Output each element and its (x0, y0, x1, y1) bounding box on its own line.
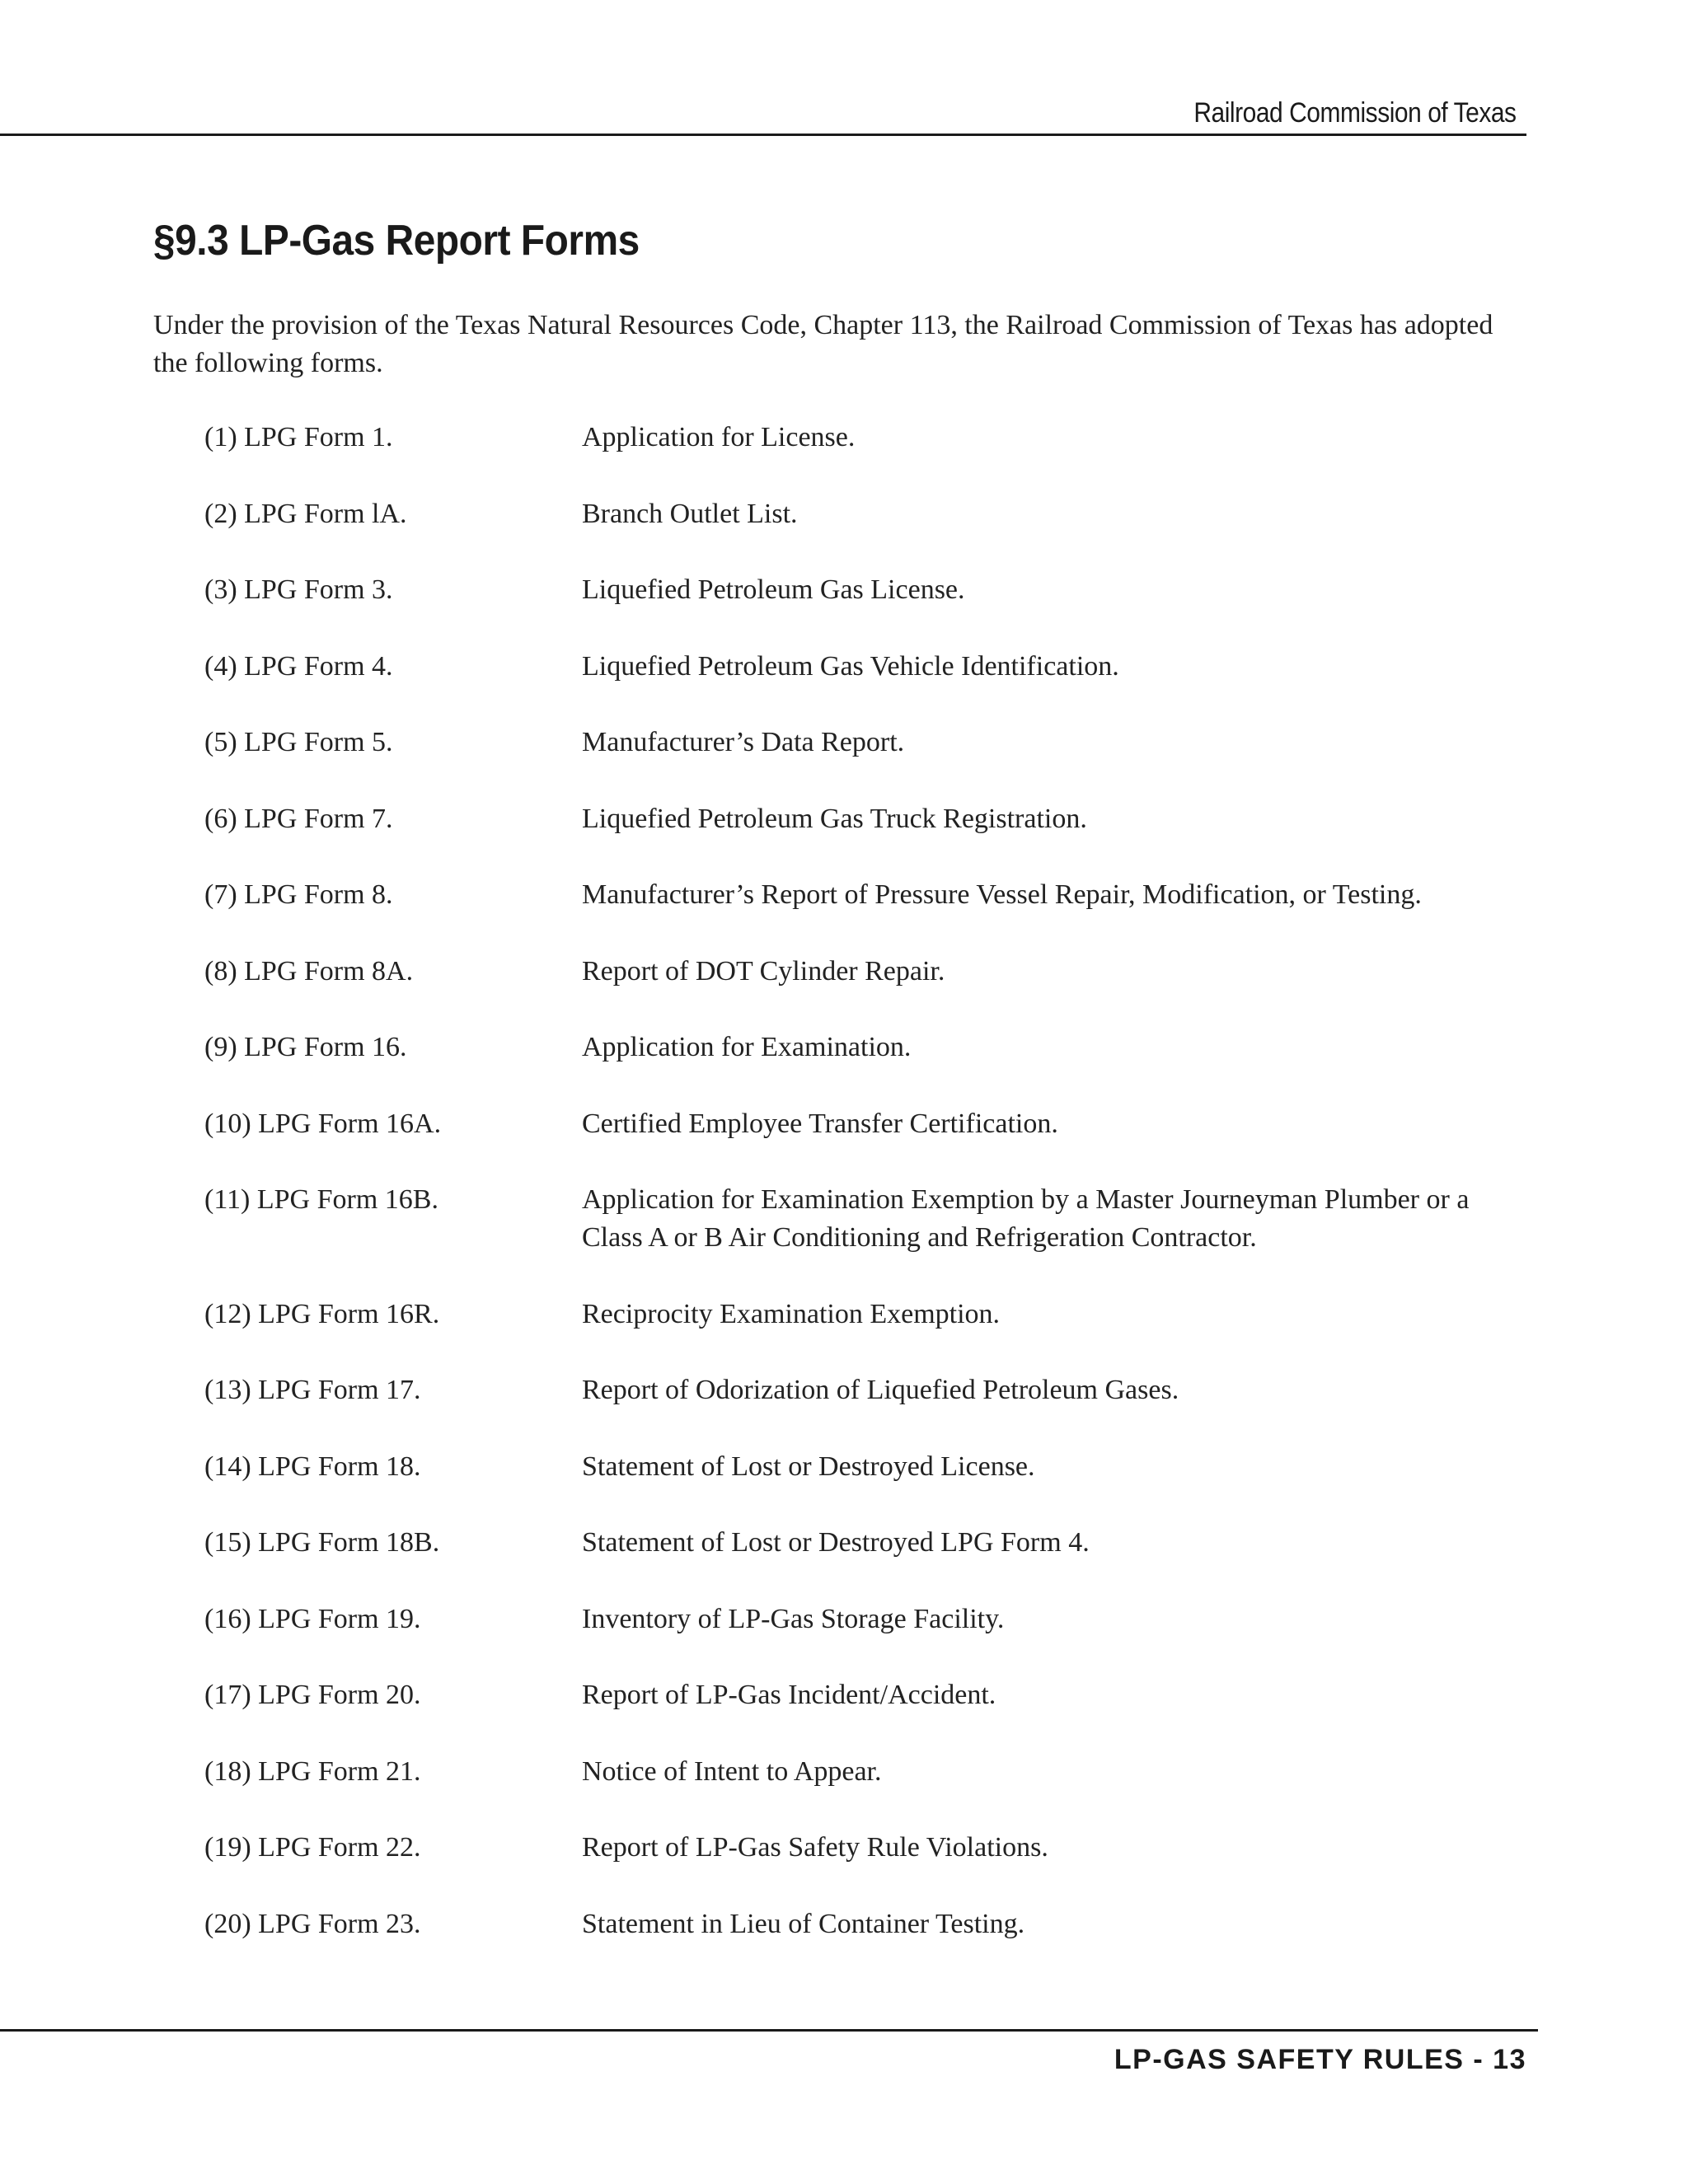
form-description: Report of LP-Gas Incident/Accident. (582, 1680, 996, 1710)
form-number: (20) LPG Form 23. (204, 1908, 421, 1939)
form-number: (5) LPG Form 5. (204, 727, 393, 757)
page-footer: LP-GAS SAFETY RULES - 13 (1114, 2044, 1526, 2075)
form-description: Report of DOT Cylinder Repair. (582, 955, 945, 987)
form-number: (18) LPG Form 21. (204, 1755, 421, 1787)
form-number: (10) LPG Form 16A. (204, 1108, 442, 1139)
form-number: (15) LPG Form 18B. (204, 1527, 440, 1558)
form-description: Statement of Lost or Destroyed License. (582, 1451, 1035, 1482)
form-description: Application for Examination. (582, 1032, 912, 1062)
form-number: (9) LPG Form 16. (204, 1032, 407, 1062)
form-number: (12) LPG Form 16R. (204, 1298, 440, 1329)
form-description: Statement in Lieu of Container Testing. (582, 1908, 1025, 1939)
form-description: Reciprocity Examination Exemption. (582, 1298, 1001, 1329)
form-description: Certified Employee Transfer Certification. (582, 1108, 1058, 1139)
form-number: (11) LPG Form 16B. (204, 1184, 438, 1215)
form-description: Branch Outlet List. (582, 498, 798, 529)
form-description: Liquefied Petroleum Gas License. (582, 574, 965, 605)
form-number: (16) LPG Form 19. (204, 1603, 421, 1634)
form-description: Liquefied Petroleum Gas Truck Registration. (582, 803, 1087, 834)
section-title: §9.3 LP-Gas Report Forms (153, 217, 640, 265)
form-description: Manufacturer’s Data Report. (582, 727, 905, 757)
form-description: Manufacturer’s Report of Pressure Vessel Repair, Modification, or Testing. (582, 879, 1422, 910)
form-description: Statement of Lost or Destroyed LPG Form 4. (582, 1527, 1090, 1558)
form-number: (3) LPG Form 3. (204, 574, 393, 605)
form-description: Report of LP-Gas Safety Rule Violations. (582, 1832, 1048, 1863)
form-description: Liquefied Petroleum Gas Vehicle Identification. (582, 650, 1119, 682)
form-number: (7) LPG Form 8. (204, 879, 393, 910)
form-number: (13) LPG Form 17. (204, 1375, 421, 1405)
form-number: (19) LPG Form 22. (204, 1832, 421, 1863)
form-number: (8) LPG Form 8A. (204, 955, 414, 987)
form-description: Notice of Intent to Appear. (582, 1755, 882, 1787)
form-number: (6) LPG Form 7. (204, 803, 393, 834)
form-number: (4) LPG Form 4. (204, 650, 393, 682)
form-description: Application for License. (582, 422, 856, 452)
running-head: Railroad Commission of Texas (1193, 97, 1517, 129)
form-description: Application for Examination Exemption by a Master Journeyman Plumber or a Class A or B Air Conditioning and Refrigeration Contractor. (582, 1184, 1470, 1253)
form-number: (14) LPG Form 18. (204, 1451, 421, 1482)
footer-rule (0, 2029, 1538, 2032)
form-number: (1) LPG Form 1. (204, 422, 393, 452)
form-description: Report of Odorization of Liquefied Petroleum Gases. (582, 1375, 1179, 1405)
form-number: (17) LPG Form 20. (204, 1680, 421, 1710)
intro-paragraph: Under the provision of the Texas Natural Resources Code, Chapter 113, the Railroad Commission of Texas has adopted the following forms. (153, 310, 1493, 378)
form-description: Inventory of LP-Gas Storage Facility. (582, 1603, 1005, 1634)
form-number: (2) LPG Form lA. (204, 498, 407, 529)
